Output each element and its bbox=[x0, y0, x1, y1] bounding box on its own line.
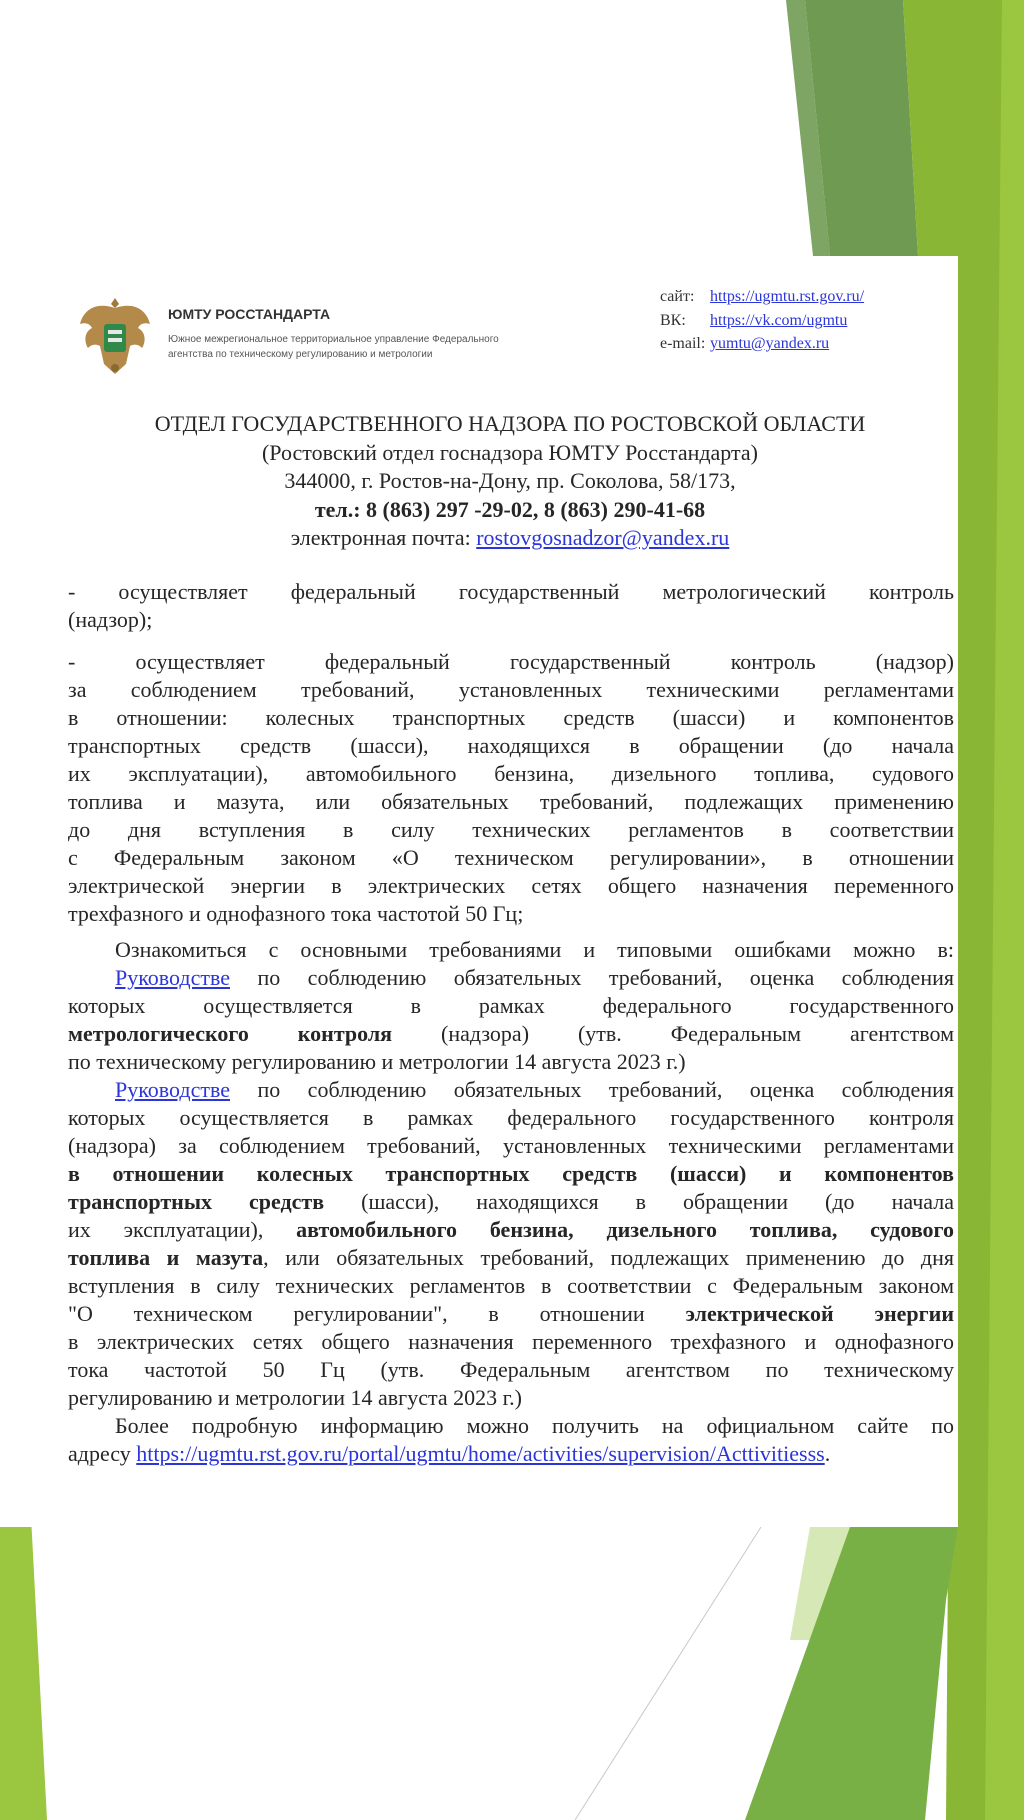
text-line bbox=[68, 1412, 954, 1440]
text-line bbox=[68, 578, 954, 606]
department-email bbox=[60, 524, 960, 553]
text-line bbox=[68, 872, 954, 900]
text-line bbox=[68, 1272, 954, 1300]
text-line bbox=[68, 704, 954, 732]
department-subtitle: (Ростовский отдел госнадзора ЮМТУ Росстандарта) bbox=[261, 439, 758, 465]
text-line bbox=[68, 606, 954, 634]
contacts-block bbox=[660, 285, 864, 356]
text-line bbox=[68, 1132, 954, 1160]
paragraph-guidance-links bbox=[68, 936, 954, 1468]
email-link[interactable]: yumtu@yandex.ru bbox=[710, 335, 830, 352]
text-line bbox=[68, 992, 954, 1020]
text-line bbox=[68, 1244, 954, 1272]
org-subtitle bbox=[168, 332, 499, 362]
email-label: электронная почта: bbox=[290, 525, 477, 550]
text-segment: - осуществляет федеральный государственный контроль (надзор) bbox=[68, 649, 954, 674]
text-line bbox=[68, 1216, 954, 1244]
text-segment: трехфазного и однофазного тока частотой 50 Гц; bbox=[68, 901, 524, 926]
department-title: ОТДЕЛ ГОСУДАРСТВЕННОГО НАДЗОРА ПО РОСТОВСКОЙ ОБЛАСТИ bbox=[154, 411, 866, 436]
coat-of-arms-emblem-icon bbox=[78, 294, 152, 378]
text-segment: электрической энергии в электрических сетях общего назначения переменного bbox=[68, 873, 954, 898]
department-address: 344000, г. Ростов-на-Дону, пр. Соколова, 58/173, bbox=[284, 468, 736, 493]
bold-text: топлива и мазута bbox=[68, 1245, 264, 1270]
text-line bbox=[68, 1160, 954, 1188]
text-line bbox=[68, 1048, 954, 1076]
paragraph-technical-regulations-control bbox=[68, 648, 954, 928]
bold-text: транспортных средств bbox=[68, 1189, 325, 1214]
document-link[interactable]: Руководстве bbox=[115, 1077, 231, 1102]
text-segment: их эксплуатации), bbox=[68, 1217, 297, 1242]
text-segment: топлива и мазута, или обязательных требований, подлежащих применению bbox=[68, 789, 954, 814]
text-segment: (шасси), находящихся в обращении (до начала bbox=[324, 1189, 954, 1214]
org-subtitle-line: агентства по техническому регулированию и метрологии bbox=[168, 349, 433, 360]
text-line bbox=[68, 964, 954, 992]
contact-vk bbox=[660, 309, 864, 333]
department-phones: тел.: 8 (863) 297 -29-02, 8 (863) 290-41-68 bbox=[314, 496, 706, 522]
org-name: ЮМТУ РОССТАНДАРТА bbox=[168, 306, 331, 322]
org-subtitle-line: Южное межрегиональное территориальное управление Федерального bbox=[168, 334, 499, 345]
contact-label: сайт: bbox=[660, 288, 695, 305]
text-segment: вступления в силу технических регламентов в соответствии с Федеральным законом bbox=[68, 1273, 954, 1298]
document-link[interactable]: https://ugmtu.rst.gov.ru/portal/ugmtu/home/activities/supervision/Acttivitiesss bbox=[136, 1441, 825, 1466]
text-segment: по соблюдению обязательных требований, оценка соблюдения bbox=[230, 1077, 954, 1102]
text-segment: (надзора) за соблюдением требований, установленных техническими регламентами bbox=[68, 1133, 954, 1158]
text-line bbox=[68, 648, 954, 676]
department-heading bbox=[60, 410, 960, 553]
contact-website bbox=[660, 285, 864, 309]
text-segment: в отношении: колесных транспортных средств (шасси) и компонентов bbox=[68, 705, 954, 730]
text-line bbox=[68, 936, 954, 964]
text-line bbox=[68, 1356, 954, 1384]
text-segment: "О техническом регулировании", в отношении bbox=[68, 1301, 686, 1326]
bold-text: в отношении колесных транспортных средств (шасси) и компонентов bbox=[68, 1161, 954, 1186]
text-line bbox=[68, 1020, 954, 1048]
text-segment: . bbox=[824, 1441, 831, 1466]
text-segment: по соблюдению обязательных требований, оценка соблюдения bbox=[230, 965, 954, 990]
text-segment: по техническому регулированию и метрологии 14 августа 2023 г.) bbox=[68, 1049, 686, 1074]
text-segment: в электрических сетях общего назначения переменного трехфазного и однофазного bbox=[68, 1329, 954, 1354]
text-segment: (надзор); bbox=[68, 607, 153, 632]
bold-text: метрологического контроля bbox=[68, 1021, 393, 1046]
text-line bbox=[68, 760, 954, 788]
contact-email bbox=[660, 332, 864, 356]
contact-label: e-mail: bbox=[660, 335, 706, 352]
thin-diagonal-line bbox=[575, 1527, 761, 1820]
department-email-link[interactable]: rostovgosnadzor@yandex.ru bbox=[476, 525, 730, 550]
text-line bbox=[68, 1076, 954, 1104]
text-line bbox=[68, 732, 954, 760]
text-segment: с Федеральным законом «О техническом регулировании», в отношении bbox=[68, 845, 954, 870]
text-segment: транспортных средств (шасси), находящихся в обращении (до начала bbox=[68, 733, 954, 758]
text-segment: их эксплуатации), автомобильного бензина, дизельного топлива, судового bbox=[68, 761, 954, 786]
text-segment: Более подробную информацию можно получить на официальном сайте по bbox=[115, 1413, 954, 1438]
bold-text: автомобильного бензина, дизельного топлива, судового bbox=[296, 1217, 954, 1242]
text-segment: - осуществляет федеральный государственный метрологический контроль bbox=[68, 579, 954, 604]
text-line bbox=[68, 1104, 954, 1132]
text-segment: (надзора) (утв. Федеральным агентством bbox=[392, 1021, 954, 1046]
text-line bbox=[68, 1440, 954, 1468]
paragraph-metrological-control bbox=[68, 578, 954, 634]
text-line bbox=[68, 1328, 954, 1356]
text-line bbox=[68, 788, 954, 816]
text-segment: адресу bbox=[68, 1441, 137, 1466]
text-line bbox=[68, 844, 954, 872]
document-link[interactable]: Руководстве bbox=[115, 965, 231, 990]
text-line bbox=[68, 1300, 954, 1328]
text-segment: Ознакомиться с основными требованиями и типовыми ошибками можно в: bbox=[115, 937, 954, 962]
text-line bbox=[68, 900, 954, 928]
bottom-mid-green-shape bbox=[745, 1527, 958, 1820]
text-line bbox=[68, 1188, 954, 1216]
text-segment: за соблюдением требований, установленных техническими регламентами bbox=[68, 677, 954, 702]
text-line bbox=[68, 816, 954, 844]
text-segment: которых осуществляется в рамках федерального государственного контроля bbox=[68, 1105, 954, 1130]
text-line bbox=[68, 1384, 954, 1412]
text-line bbox=[68, 676, 954, 704]
text-segment: тока частотой 50 Гц (утв. Федеральным агентством по техническому bbox=[68, 1357, 954, 1382]
text-segment: до дня вступления в силу технических регламентов в соответствии bbox=[68, 817, 954, 842]
website-link[interactable]: https://ugmtu.rst.gov.ru/ bbox=[710, 288, 865, 305]
bold-text: электрической энергии bbox=[685, 1301, 955, 1326]
text-segment: регулированию и метрологии 14 августа 2023 г.) bbox=[68, 1385, 522, 1410]
text-segment: , или обязательных требований, подлежащих применению до дня bbox=[263, 1245, 954, 1270]
contact-label: ВК: bbox=[660, 311, 686, 329]
text-segment: которых осуществляется в рамках федерального государственного bbox=[68, 993, 954, 1018]
vk-link[interactable]: https://vk.com/ugmtu bbox=[710, 311, 848, 329]
